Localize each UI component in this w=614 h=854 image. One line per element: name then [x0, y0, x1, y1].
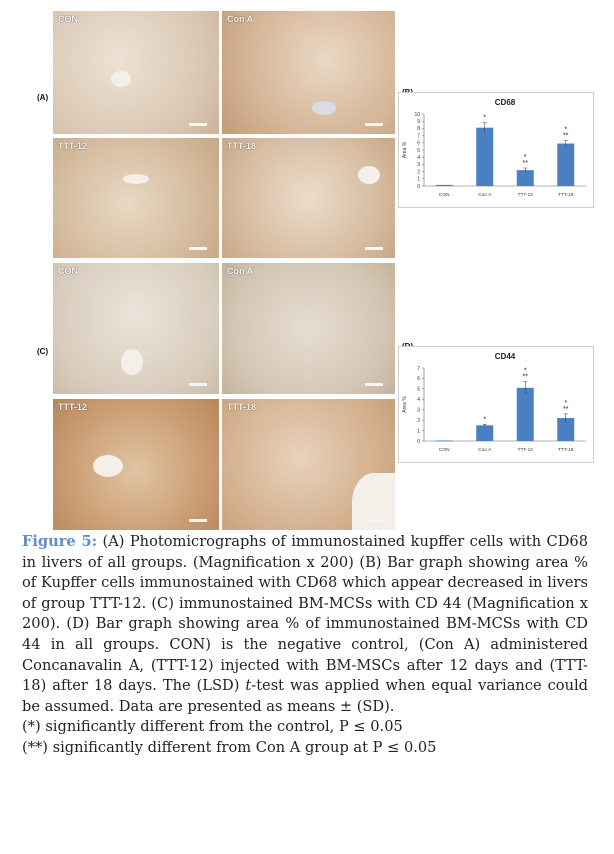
significance-marker: ** [522, 373, 528, 381]
micrograph-cd68-ttt18 [222, 138, 395, 258]
x-tick-label: Con A [478, 448, 492, 453]
panel-label-c: (C) [37, 347, 49, 356]
micrograph-cd44-con [53, 263, 219, 394]
scale-bar [365, 383, 383, 386]
bar [517, 170, 534, 186]
micrograph-cd68-cona [222, 11, 395, 134]
y-tick-label: 4 [417, 397, 420, 404]
y-tick-label: 7 [417, 365, 420, 372]
y-tick-label: 1 [417, 428, 420, 435]
y-tick-label: 8 [417, 126, 420, 133]
micrograph-label: TTT-12 [58, 141, 88, 151]
y-tick-label: 0 [417, 183, 420, 190]
caption-italic-t: t [245, 677, 252, 695]
scale-bar [365, 519, 383, 522]
x-tick-label: TTT-12 [517, 448, 533, 453]
micrograph-label: Con A [227, 266, 254, 276]
significance-marker: * [564, 126, 568, 134]
figure-caption [22, 532, 588, 759]
figure-label: Figure 5: [22, 533, 98, 550]
y-tick-label: 10 [414, 111, 420, 118]
micrograph-label: Con A [227, 14, 254, 24]
x-tick-label: TTT-12 [517, 193, 533, 198]
scale-bar [189, 519, 207, 522]
micrograph-label: CON [58, 14, 78, 24]
micrograph-cd44-ttt18 [222, 399, 395, 530]
micrograph-cd68-con [53, 11, 219, 134]
significance-marker: ** [563, 405, 569, 413]
bar [557, 144, 574, 186]
micrograph-cd44-ttt12 [53, 399, 219, 530]
significance-marker: ** [522, 160, 528, 167]
x-tick-label: CON [438, 193, 450, 198]
y-tick-label: 7 [417, 133, 420, 140]
caption-body-1: (A) Photomicrographs of immunostained kupffer cells with CD68 in livers of all groups. (Magnification x 200) (B) Bar graph showing area % of Kupffer cells immunostained with CD68 which appear decreased in livers of group TTT-12. (C) immunostained BM-MCSs with CD 44 (Magnification x 200). (D) Bar graph showing area % of immunostained BM-MCSs with CD 44 in all groups. CON) is the negative control, (Con A) administered Concanavalin A, (TTT-12) injected with BM-MSCs after 12 days and (TTT-18) after 18 days. The (LSD) [22, 533, 588, 695]
y-axis-label: Area % [402, 396, 408, 413]
x-tick-label: TTT-18 [558, 448, 574, 453]
scale-bar [189, 247, 207, 250]
cd68-bar-chart [398, 92, 594, 208]
y-tick-label: 2 [417, 169, 420, 176]
x-tick-label: CON [438, 448, 450, 453]
y-tick-label: 6 [417, 376, 420, 383]
micrograph-cd68-ttt12 [53, 138, 219, 258]
y-tick-label: 9 [417, 119, 420, 125]
y-tick-label: 5 [417, 147, 420, 154]
chart-title: CD68 [494, 98, 516, 107]
y-axis-label: Area % [402, 141, 408, 159]
scale-bar [365, 123, 383, 126]
micrograph-label: TTT-12 [58, 402, 88, 412]
bar [517, 388, 534, 441]
bar [476, 425, 493, 441]
y-tick-label: 2 [417, 417, 420, 424]
micrograph-label: TTT-18 [227, 141, 257, 151]
caption-body-2: -test was applied when equal variance could be assumed. Data are presented as means ± (SD). [22, 677, 588, 715]
significance-marker: ** [563, 132, 569, 140]
y-tick-label: 4 [417, 155, 420, 161]
y-tick-label: 6 [417, 140, 420, 147]
scale-bar [189, 383, 207, 386]
x-tick-label: Con A [478, 193, 492, 198]
x-tick-label: TTT-18 [558, 193, 574, 198]
bar [476, 128, 493, 186]
cd44-bar-chart [398, 346, 594, 463]
bar [436, 440, 453, 441]
significance-marker: * [483, 114, 487, 122]
y-tick-label: 1 [417, 176, 420, 183]
micrograph-label: TTT-18 [227, 402, 257, 412]
micrograph-cd44-cona [222, 263, 395, 394]
y-tick-label: 0 [417, 438, 420, 445]
scale-bar [365, 247, 383, 250]
y-tick-label: 3 [417, 162, 420, 169]
bar [436, 185, 453, 186]
y-tick-label: 3 [417, 407, 420, 414]
panel-label-a: (A) [37, 93, 49, 102]
caption-note-1: (*) significantly different from the control, P ≤ 0.05 [22, 718, 403, 736]
significance-marker: * [523, 154, 527, 161]
chart-title: CD44 [494, 352, 516, 361]
scale-bar [189, 123, 207, 126]
caption-note-2: (**) significantly different from Con A group at P ≤ 0.05 [22, 738, 437, 756]
y-tick-label: 5 [417, 386, 420, 393]
caption-paragraph [22, 532, 588, 717]
micrograph-label: CON [58, 266, 78, 276]
significance-marker: * [564, 399, 568, 407]
significance-marker: * [523, 367, 527, 375]
significance-marker: * [483, 416, 487, 424]
